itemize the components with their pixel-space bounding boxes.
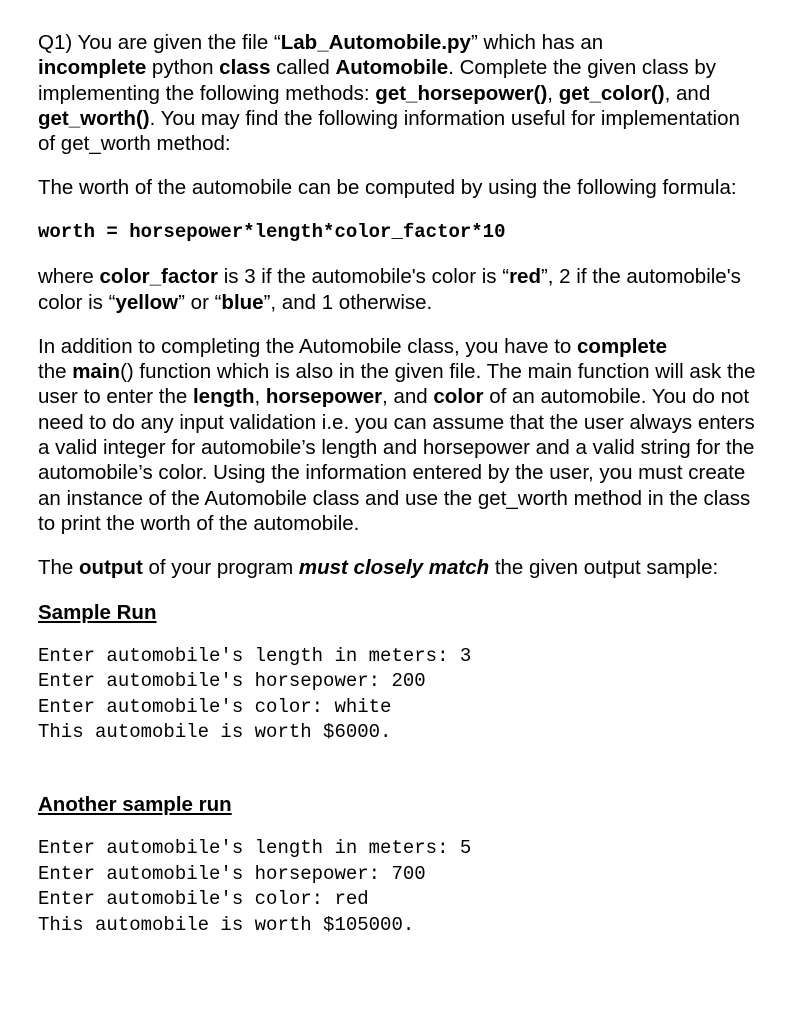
text: called bbox=[270, 56, 336, 80]
sample-run-line: This automobile is worth $105000. bbox=[38, 913, 415, 936]
question-intro bbox=[38, 30, 758, 156]
text: Q1) You are given the file “ bbox=[38, 31, 281, 54]
text: In addition to completing the Automobile class, you have to bbox=[38, 334, 578, 358]
formula-text: worth = horsepower*length*color_factor*10 bbox=[38, 220, 506, 243]
keyword-main: main bbox=[72, 360, 121, 384]
text: the given output sample: bbox=[489, 556, 719, 580]
sample-run-output bbox=[38, 644, 758, 746]
text: of an automobile. You do not need to do any input validation i.e. you can assume that the user always enters a valid integer for automobile’s length and horsepower and a valid string for the automobile’s color. Using the information entered by the user, you must create an instance of the Automobile class and use the get_worth method in the class to print the worth of the automobile. bbox=[38, 385, 755, 535]
text: , and bbox=[382, 385, 434, 409]
text: of your program bbox=[142, 556, 299, 580]
method-get-worth: get_worth() bbox=[38, 106, 150, 130]
keyword-horsepower: horsepower bbox=[265, 385, 383, 409]
keyword-complete: complete bbox=[577, 334, 668, 358]
sample-run-line: Enter automobile's color: red bbox=[38, 888, 369, 911]
text: The bbox=[38, 556, 80, 580]
sample-run-line: Enter automobile's length in meters: 3 bbox=[38, 644, 472, 667]
text: , bbox=[547, 81, 559, 105]
another-sample-run-output bbox=[38, 836, 758, 938]
text: ” which has an bbox=[470, 31, 604, 54]
color-blue: blue bbox=[221, 290, 264, 314]
document bbox=[38, 30, 758, 938]
method-get-color: get_color() bbox=[558, 81, 665, 105]
emphasis-must-closely-match: must closely match bbox=[298, 556, 490, 580]
color-factor-description bbox=[38, 264, 758, 315]
text: ”, 2 if the automobile's color is “ bbox=[38, 265, 741, 314]
keyword-color: color bbox=[433, 385, 484, 409]
text: . You may find the following information useful for implementation of get_worth method: bbox=[38, 106, 740, 156]
sample-run-line: Enter automobile's horsepower: 200 bbox=[38, 670, 426, 693]
term-color-factor: color_factor bbox=[99, 265, 219, 289]
text: the bbox=[38, 360, 73, 384]
sample-run-line: This automobile is worth $6000. bbox=[38, 721, 392, 744]
file-name: Lab_Automobile.py bbox=[280, 31, 471, 54]
text: ”, and 1 otherwise. bbox=[263, 290, 433, 314]
keyword-class: class bbox=[219, 56, 271, 80]
text: , bbox=[254, 385, 266, 409]
text: python bbox=[146, 56, 220, 80]
sample-run-line: Enter automobile's length in meters: 5 bbox=[38, 837, 472, 860]
sample-run-heading: Sample Run bbox=[38, 600, 157, 624]
output-requirement bbox=[38, 555, 758, 580]
sample-run-line: Enter automobile's horsepower: 700 bbox=[38, 862, 426, 885]
class-name: Automobile bbox=[335, 56, 449, 80]
text: is 3 if the automobile's color is “ bbox=[218, 265, 510, 289]
text: where bbox=[38, 265, 100, 289]
keyword-incomplete: incomplete bbox=[38, 56, 147, 80]
worth-formula bbox=[38, 220, 758, 246]
method-get-horsepower: get_horsepower() bbox=[375, 81, 548, 105]
text: , and bbox=[664, 81, 711, 105]
another-sample-run-heading: Another sample run bbox=[38, 792, 232, 816]
text: . Complete the given class by implementing the following methods: bbox=[38, 56, 716, 105]
worth-intro: The worth of the automobile can be computed by using the following formula: bbox=[38, 176, 737, 200]
main-function-description bbox=[38, 334, 758, 536]
color-yellow: yellow bbox=[115, 290, 179, 314]
text: ” or “ bbox=[178, 290, 222, 314]
keyword-output: output bbox=[79, 556, 143, 580]
text: () function which is also in the given file. The main function will ask the user to enter the bbox=[38, 360, 756, 409]
keyword-length: length bbox=[192, 385, 255, 409]
sample-run-line: Enter automobile's color: white bbox=[38, 695, 392, 718]
color-red: red bbox=[509, 265, 541, 289]
